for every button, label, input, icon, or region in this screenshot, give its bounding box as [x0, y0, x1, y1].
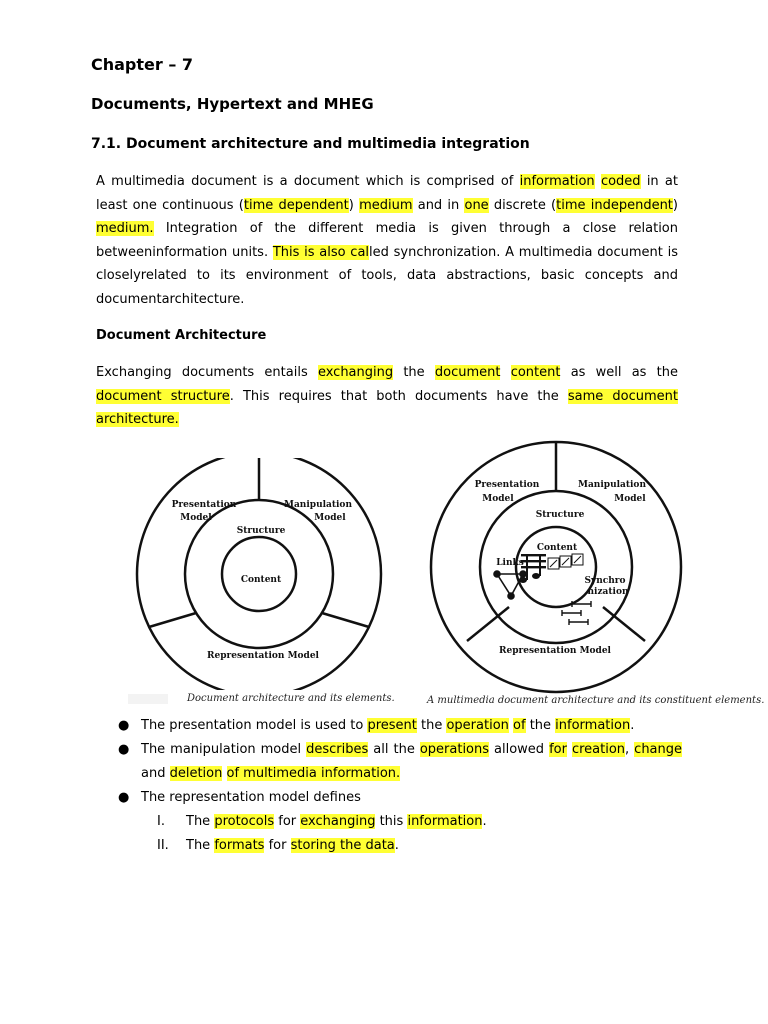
highlight: content [510, 365, 561, 380]
intro-paragraph: A multimedia document is a document which is comprised of information coded in at least one continuous (time dependent) medium and in one discrete (time independent) medium. Integration of the different media is given through a close relation betweeninformation units. This is also called synchronization. A multimedia document is closelyrelated to its environment of tools, data abstractions, basic concepts and documentarchitecture. [96, 174, 679, 307]
manipulation-model-label: Manipulation [578, 480, 646, 490]
highlight: exchanging [300, 814, 376, 829]
sub-list [141, 810, 682, 858]
diagram2-caption: A multimedia document architecture and its constituent elements. [427, 695, 765, 706]
list-item: ● The representation model defines I. The protocols for exchanging this information. II. The formats for storing the data. [108, 786, 682, 858]
highlight: information [519, 174, 595, 189]
highlight: present [367, 718, 417, 733]
highlight: document [434, 365, 501, 380]
manipulation-model-label: Model [314, 513, 346, 523]
bullet-icon: ● [118, 790, 130, 805]
highlight: describes [306, 742, 369, 757]
image-frames-icon [548, 554, 583, 569]
chapter-number: Chapter – 7 [91, 55, 194, 74]
highlight: This is also cal [272, 244, 370, 260]
highlight: storing the data [290, 838, 395, 853]
sub-list-item: II. The formats for storing the data. [141, 834, 682, 858]
divider-line [603, 607, 645, 641]
highlight: of multimedia information. [226, 766, 401, 781]
highlight: operation [446, 718, 509, 733]
presentation-model-label: Model [482, 494, 514, 504]
highlight: time dependent [243, 197, 349, 213]
highlight: information [555, 718, 631, 733]
presentation-model-label: Presentation [474, 480, 540, 490]
document-architecture-diagram [128, 458, 390, 690]
divider-line [149, 613, 196, 627]
highlight: exchanging [317, 365, 394, 380]
links-label: Links [496, 558, 524, 568]
chapter-title: Documents, Hypertext and MHEG [91, 95, 374, 113]
highlight: of [513, 718, 526, 733]
architecture-paragraph: Exchanging documents entails exchanging the document content as well as the document structure. This requires that both documents have the same document architecture. [96, 365, 679, 427]
structure-label: Structure [535, 510, 585, 520]
bullet-icon: ● [118, 742, 130, 757]
sub-heading: Document Architecture [96, 328, 267, 343]
content-circle [222, 537, 296, 611]
highlight: operations [419, 742, 490, 757]
divider-line [467, 607, 509, 641]
multimedia-document-architecture-diagram [425, 436, 687, 698]
highlight: information [407, 814, 483, 829]
structure-label: Structure [236, 526, 286, 536]
manipulation-model-label: Manipulation [284, 500, 352, 510]
highlight: coded [600, 174, 641, 189]
list-item: ● The presentation model is used to present the operation of the information. [108, 714, 682, 738]
bullet-icon: ● [118, 718, 130, 733]
content-label: Content [240, 575, 282, 585]
highlight: formats [214, 838, 265, 853]
content-label: Content [536, 543, 578, 553]
representation-model-label: Representation Model [207, 651, 319, 661]
highlight: deletion [169, 766, 223, 781]
highlight: same document architecture. [96, 388, 679, 427]
highlight: protocols [214, 814, 275, 829]
manipulation-model-label: Model [614, 494, 646, 504]
highlight: change [634, 742, 683, 757]
roman-numeral: II. [157, 838, 169, 853]
highlight: for [549, 742, 567, 757]
highlight: medium [359, 197, 413, 213]
highlight: creation [571, 742, 626, 757]
bullet-list [108, 714, 682, 858]
synchronization-label: Synchro [584, 576, 626, 586]
highlight: document structure [96, 388, 230, 404]
presentation-model-label: Presentation [171, 500, 237, 510]
caption-shadow [128, 694, 168, 704]
highlight: one [464, 197, 489, 213]
divider-line [322, 613, 369, 627]
presentation-model-label: Model [180, 513, 212, 523]
highlight: time independent [556, 197, 673, 213]
roman-numeral: I. [157, 814, 165, 829]
sub-list-item: I. The protocols for exchanging this information. [141, 810, 682, 834]
section-title: 7.1. Document architecture and multimedia integration [91, 136, 530, 152]
highlight: medium. [96, 221, 154, 236]
synchronization-label: nization [587, 587, 629, 597]
diagram1-caption: Document architecture and its elements. [187, 693, 395, 704]
list-item: ● The manipulation model describes all the operations allowed for creation, change and deletion of multimedia information. [108, 738, 682, 786]
representation-model-label: Representation Model [499, 646, 611, 656]
